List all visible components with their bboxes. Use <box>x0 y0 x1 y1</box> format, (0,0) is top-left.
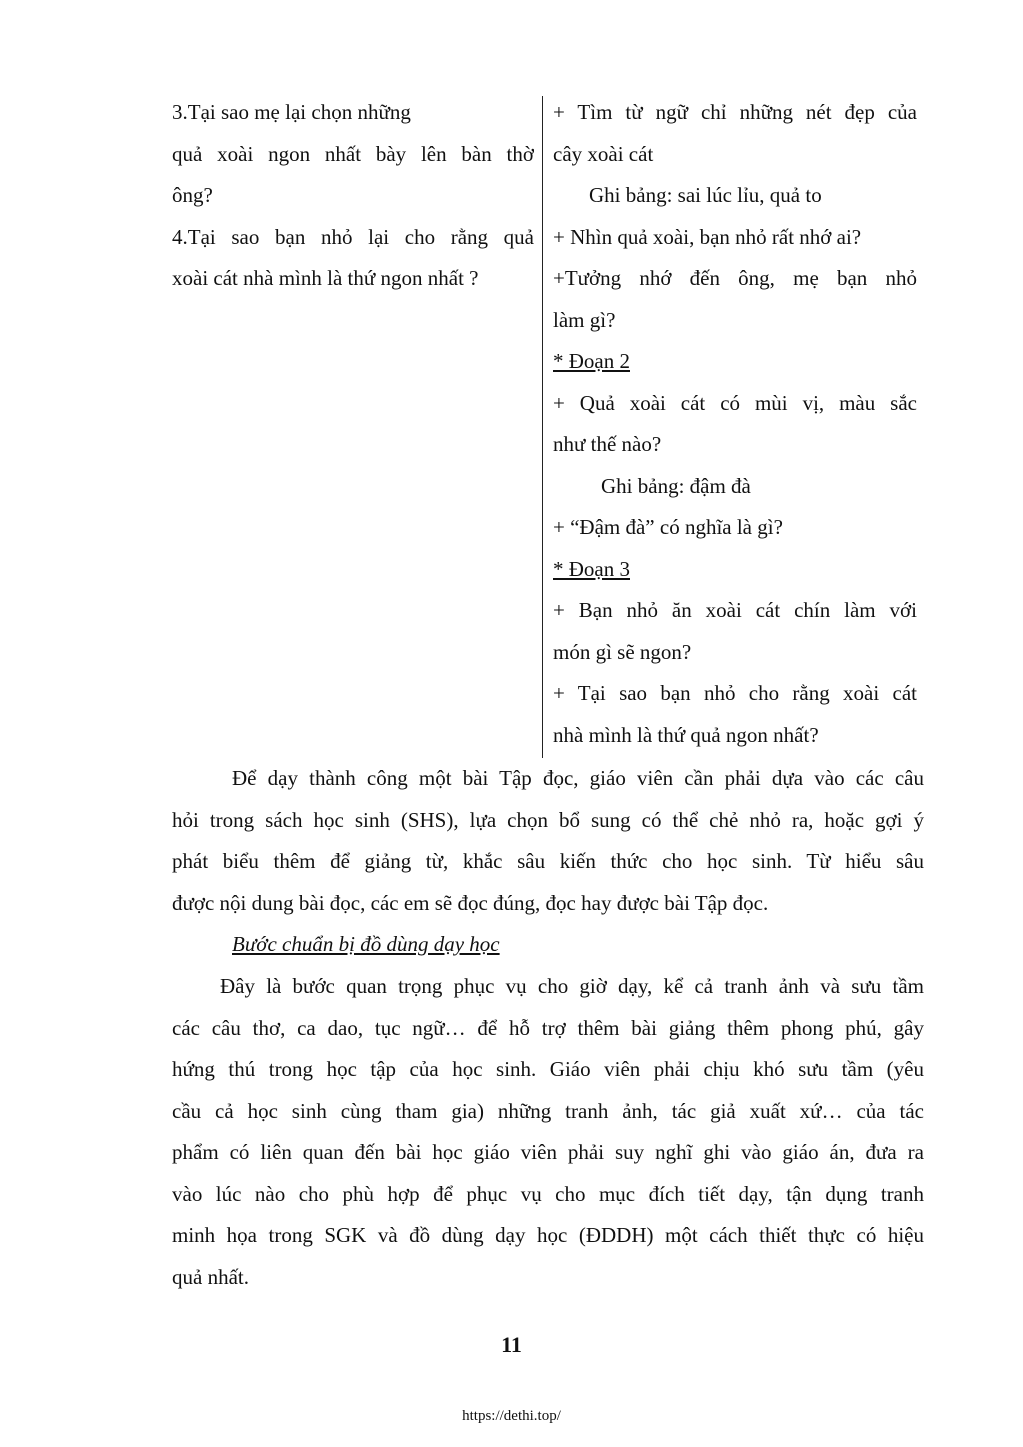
right-line: + Tại sao bạn nhỏ cho rằng xoài cát <box>553 681 917 705</box>
left-line: xoài cát nhà mình là thứ ngon nhất ? <box>172 266 479 290</box>
right-line-board-note: Ghi bảng: sai lúc lỉu, quả to <box>589 183 822 207</box>
table-right-column <box>553 92 917 756</box>
right-line: làm gì? <box>553 307 616 332</box>
heading-text: Bước chuẩn bị đồ dùng dạy học <box>232 932 500 956</box>
paragraph-line: phát biểu thêm để giảng từ, khắc sâu kiến thức cho học sinh. Từ hiểu sâu <box>172 849 924 873</box>
paragraph-line: hỏi trong sách học sinh (SHS), lựa chọn bổ sung có thể chẻ nhỏ ra, hoặc gợi ý <box>172 807 924 832</box>
right-line: + Nhìn quả xoài, bạn nhỏ rất nhớ ai? <box>553 224 862 249</box>
right-line: + Tìm từ ngữ chỉ những nét đẹp của <box>553 100 917 124</box>
paragraph-line: vào lúc nào cho phù hợp để phục vụ cho mục đích tiết dạy, tận dụng tranh <box>172 1181 924 1206</box>
left-line: 3.Tại sao mẹ lại chọn những <box>172 100 411 124</box>
right-line: + Bạn nhỏ ăn xoài cát chín làm với <box>553 598 917 622</box>
section-label-doan-3: * Đoạn 3 <box>553 556 630 581</box>
paragraph-line: các câu thơ, ca dao, tục ngữ… để hỗ trợ thêm bài giảng thêm phong phú, gây <box>172 1015 924 1040</box>
right-line-board-note: Ghi bảng: đậm đà <box>601 473 751 498</box>
paragraph-teaching-success <box>172 758 924 924</box>
section-label-doan-2: * Đoạn 2 <box>553 349 630 373</box>
footer-url[interactable]: https://dethi.top/ <box>462 1408 561 1424</box>
paragraph-line: hứng thú trong học tập của học sinh. Giáo viên phải chịu khó sưu tầm (yêu <box>172 1057 924 1081</box>
section-heading <box>172 924 924 966</box>
table-column-divider <box>542 96 543 758</box>
paragraph-line: minh họa trong SGK và đồ dùng dạy học (ĐDDH) một cách thiết thực có hiệu <box>172 1223 924 1247</box>
paragraph-line: quả nhất. <box>172 1264 249 1289</box>
right-line: cây xoài cát <box>553 141 654 166</box>
question-table <box>172 92 922 760</box>
paragraph-line: Đây là bước quan trọng phục vụ cho giờ dạy, kể cả tranh ảnh và sưu tầm <box>220 974 924 998</box>
left-line: 4.Tại sao bạn nhỏ lại cho rằng quả <box>172 224 534 249</box>
paragraph-line: phẩm có liên quan đến bài học giáo viên phải suy nghĩ ghi vào giáo án, đưa ra <box>172 1140 924 1164</box>
right-line: + Quả xoài cát có mùi vị, màu sắc <box>553 390 917 415</box>
left-line: quả xoài ngon nhất bày lên bàn thờ <box>172 141 534 166</box>
right-line: như thế nào? <box>553 432 662 456</box>
left-line: ông? <box>172 183 213 207</box>
table-left-column <box>172 92 534 300</box>
paragraph-line: Để dạy thành công một bài Tập đọc, giáo viên cần phải dựa vào các câu <box>232 766 924 790</box>
paragraph-line: được nội dung bài đọc, các em sẽ đọc đúng, đọc hay được bài Tập đọc. <box>172 890 769 915</box>
page-number: 11 <box>501 1332 522 1357</box>
paragraph-preparation <box>172 966 924 1298</box>
right-line: + “Đậm đà” có nghĩa là gì? <box>553 515 783 539</box>
paragraph-line: cầu cả học sinh cùng tham gia) những tranh ảnh, tác giả xuất xứ… của tác <box>172 1098 924 1123</box>
right-line: nhà mình là thứ quả ngon nhất? <box>553 722 819 747</box>
right-line: +Tưởng nhớ đến ông, mẹ bạn nhỏ <box>553 266 917 290</box>
right-line: món gì sẽ ngon? <box>553 639 692 664</box>
